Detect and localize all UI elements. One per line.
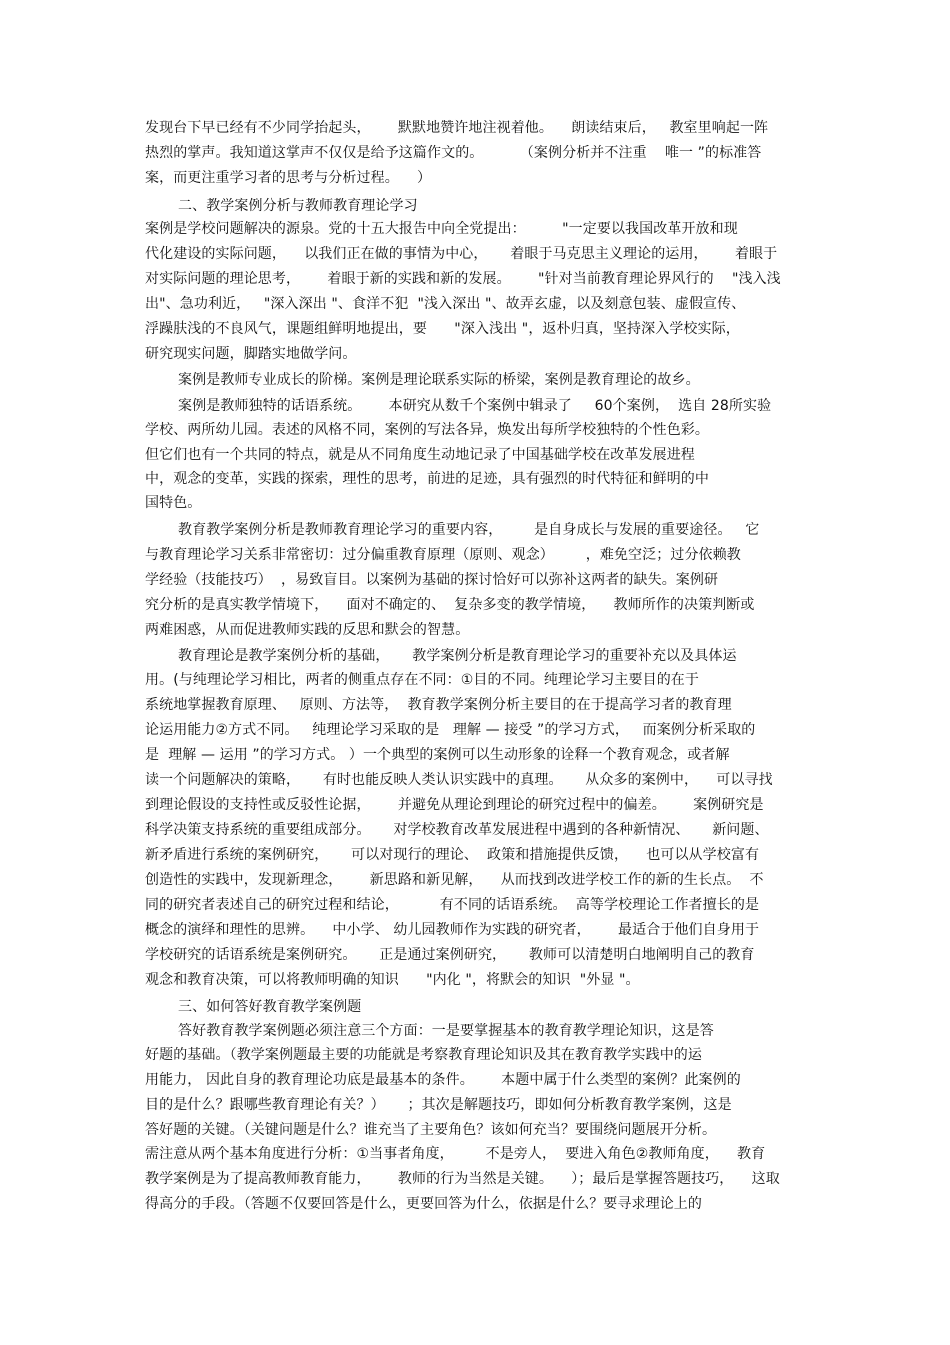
text-line: 用。(与纯理论学习相比，两者的侧重点存在不同：①目的不同。纯理论学习主要目的在于 bbox=[145, 672, 700, 688]
text-line: 同的研究者表述自己的研究过程和结论， 有不同的话语系统。 高等学校理论工作者擅长的是 bbox=[145, 897, 760, 913]
text-line: 中，观念的变革，实践的探索，理性的思考，前进的足迹，具有强烈的时代特征和鲜明的中 bbox=[145, 471, 709, 487]
text-line: 学经验（技能技巧） ，易致盲目。以案例为基础的探讨恰好可以弥补这两者的缺失。案例研 bbox=[145, 572, 719, 588]
section-heading: 三、如何答好教育教学案例题 bbox=[178, 999, 362, 1015]
text-line: 到理论假设的支持性或反驳性论据， 并避免从理论到理论的研究过程中的偏差。 案例研究是 bbox=[145, 797, 764, 813]
text-line: 学校研究的话语系统是案例研究。 正是通过案例研究， 教师可以清楚明白地阐明自己的教育 bbox=[145, 947, 755, 963]
text-line: 两难困惑，从而促进教师实践的反思和默会的智慧。 bbox=[145, 622, 470, 638]
text-line: 案例是学校问题解决的源泉。党的十五大报告中向全党提出： "一定要以我国改革开放和现 bbox=[145, 221, 738, 237]
text-line: 读一个问题解决的策略， 有时也能反映人类认识实践中的真理。 从众多的案例中， 可以寻找 bbox=[145, 772, 773, 788]
text-line: 用能力， 因此自身的教育理论功底是最基本的条件。 本题中属于什么类型的案例？此案例的 bbox=[145, 1072, 741, 1088]
text-line: 国特色。 bbox=[145, 495, 202, 511]
text-line: 概念的演绎和理性的思辨。 中小学、 幼儿园教师作为实践的研究者， 最适合于他们自身用于 bbox=[145, 922, 760, 938]
text-line: 教育教学案例分析是教师教育理论学习的重要内容， 是自身成长与发展的重要途径。 它 bbox=[178, 522, 760, 538]
text-line: 观念和教育决策，可以将教师明确的知识 "内化 "，将默会的知识 "外显 "。 bbox=[145, 972, 640, 988]
text-line: 科学决策支持系统的重要组成部分。 对学校教育改革发展进程中遇到的各种新情况、 新问题、 bbox=[145, 822, 769, 838]
text-line: 教育理论是教学案例分析的基础， 教学案例分析是教育理论学习的重要补充以及具体运 bbox=[178, 648, 737, 664]
text-line: 是 理解 — 运用 ”的学习方式。 ）一个典型的案例可以生动形象的诠释一个教育观念，或者解 bbox=[145, 747, 730, 763]
text-line: 浮躁肤浅的不良风气，课题组鲜明地提出，要 "深入浅出 "，返朴归真，坚持深入学校实际， bbox=[145, 321, 740, 337]
section-heading: 二、教学案例分析与教师教育理论学习 bbox=[178, 198, 418, 214]
text-line: 论运用能力②方式不同。 纯理论学习采取的是 理解 — 接受 ”的学习方式， 而案例分析采取的 bbox=[145, 722, 756, 738]
text-line: 究分析的是真实教学情境下， 面对不确定的、 复杂多变的教学情境， 教师所作的决策判断或 bbox=[145, 597, 755, 613]
text-line: 答好题的关键。（关键问题是什么？谁充当了主要角色？该如何充当？要围绕问题展开分析。 bbox=[145, 1122, 717, 1138]
text-line: 学校、两所幼儿园。表述的风格不同，案例的写法各异，焕发出每所学校独特的个性色彩。 bbox=[145, 422, 709, 438]
text-line: 研究现实问题，脚踏实地做学问。 bbox=[145, 346, 357, 362]
text-line: 得高分的手段。（答题不仅要回答是什么，更要回答为什么，依据是什么？要寻求理论上的 bbox=[145, 1196, 702, 1212]
text-line: 目的是什么？跟哪些教育理论有关？） ；其次是解题技巧，即如何分析教育教学案例，这是 bbox=[145, 1097, 732, 1113]
text-line: 新矛盾进行系统的案例研究， 可以对现行的理论、 政策和措施提供反馈， 也可以从学校富有 bbox=[145, 847, 760, 863]
text-line: 发现台下早已经有不少同学抬起头， 默默地赞许地注视着他。 朗读结束后， 教室里响起一阵 bbox=[145, 120, 769, 136]
text-line: 对实际问题的理论思考， 着眼于新的实践和新的发展。 "针对当前教育理论界风行的 "浅入浅 bbox=[145, 271, 781, 287]
text-line: 代化建设的实际问题， 以我们正在做的事情为中心， 着眼于马克思主义理论的运用， 着眼于 bbox=[145, 246, 778, 262]
text-line: 好题的基础。（教学案例题最主要的功能就是考察教育理论知识及其在教育教学实践中的运 bbox=[145, 1047, 702, 1063]
text-line: 答好教育教学案例题必须注意三个方面：一是要掌握基本的教育教学理论知识，这是答 bbox=[178, 1023, 714, 1039]
text-line: 与教育理论学习关系非常密切：过分偏重教育原理（原则、观念） ，难免空泛；过分依赖教 bbox=[145, 547, 741, 563]
text-line: 热烈的掌声。我知道这掌声不仅仅是给予这篇作文的。 （案例分析并不注重 唯一 ”的标准答 bbox=[145, 145, 762, 161]
text-line: 系统地掌握教育原理、 原则、方法等， 教育教学案例分析主要目的在于提高学习者的教育理 bbox=[145, 697, 732, 713]
text-line: 案例是教师独特的话语系统。 本研究从数千个案例中辑录了 60个案例， 选自 28所实验 bbox=[178, 398, 772, 414]
text-line: 案例是教师专业成长的阶梯。案例是理论联系实际的桥梁，案例是教育理论的故乡。 bbox=[178, 372, 700, 388]
text-line: 但它们也有一个共同的特点，就是从不同角度生动地记录了中国基础学校在改革发展进程 bbox=[145, 447, 695, 463]
text-line: 出"、急功利近， "深入深出 "、食洋不犯 "浅入深出 "、故弄玄虚，以及刻意包装、虚假宣传、 bbox=[145, 296, 746, 312]
text-line: 需注意从两个基本角度进行分析：①当事者角度， 不是旁人， 要进入角色②教师角度， 教育 bbox=[145, 1146, 766, 1162]
text-line: 教学案例是为了提高教师教育能力， 教师的行为当然是关键。 ）；最后是掌握答题技巧， 这取 bbox=[145, 1171, 780, 1187]
text-line: 案，而更注重学习者的思考与分析过程。 ） bbox=[145, 170, 432, 186]
text-line: 创造性的实践中，发现新理念， 新思路和新见解， 从而找到改进学校工作的新的生长点。 不 bbox=[145, 872, 764, 888]
